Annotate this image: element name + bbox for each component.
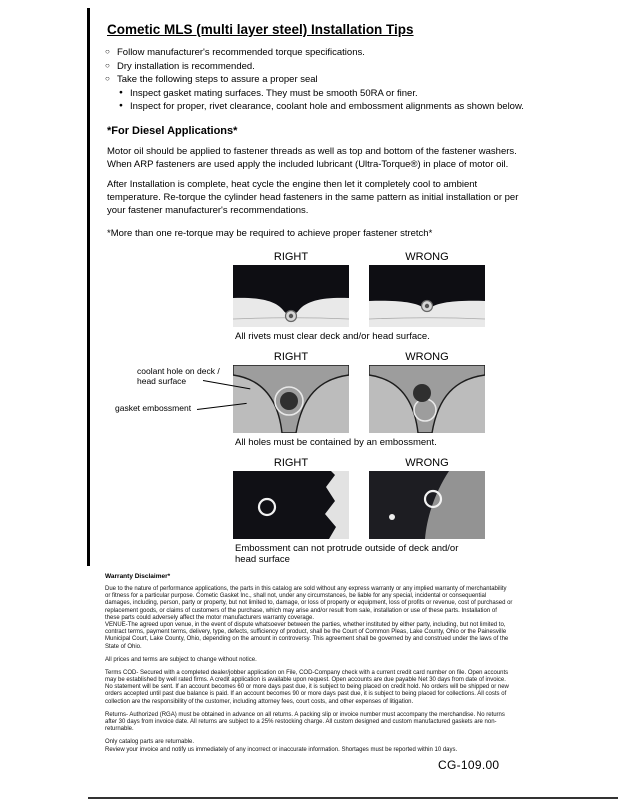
- disclaimer-paragraph: Terms COD- Secured with a completed dealer/jobber application on File, COD-Company check with a current credit card number on file. Open accounts may be established by well rated firms. A credit application is available upon request. Open accounts are due payable Net 30 days from date of invoice. No statement will be sent. If an account becomes 60 or more days past due, it is subject to being placed on credit hold. No orders will be shipped or new orders accepted until past due balance is paid. If an account becomes 90 or more days past due, it is subject to being placed for collections. All costs of collection are the responsibility of the customer, including attorney fees, court costs, and other expenses of litigation.: [105, 669, 509, 705]
- annotation-gasket-embossment: gasket embossment: [115, 402, 192, 413]
- diagram-images: [233, 365, 525, 433]
- disclaimer-paragraph: Only catalog parts are returnable.: [105, 739, 195, 746]
- diagram-row-rivets: [105, 251, 525, 342]
- disclaimer-paragraph: Returns- Authorized (RGA) must be obtained in advance on all returns. A packing slip or invoice number must accompany the merchandise. No returns after 30 days from invoice date. All returns are subject to a 25% restocking charge. All custom designed and custom manufactured gaskets are non-returnable.: [105, 711, 505, 733]
- right-label: RIGHT: [273, 350, 309, 363]
- right-wrong-labels: [233, 251, 525, 263]
- rivet-clearance-wrong-diagram: [369, 265, 485, 327]
- warranty-disclaimer-heading: Warranty Disclaimer*: [105, 573, 171, 580]
- embossment-wrong-diagram: [369, 471, 485, 539]
- diagram-row-embossment: [105, 457, 525, 567]
- wrong-label: WRONG: [405, 350, 449, 363]
- tip-item: ○ Follow manufacturer's recommended torque specifications.: [105, 47, 525, 58]
- right-wrong-labels: [233, 351, 525, 363]
- page-title: Cometic MLS (multi layer steel) Installation Tips: [107, 22, 414, 37]
- subtip-item: ● Inspect for proper, rivet clearance, coolant hole and embossment alignments as shown below.: [119, 101, 525, 112]
- diagram-images: [233, 265, 525, 327]
- disclaimer-paragraph: VENUE-The agreed upon venue, in the event of dispute whatsoever between the parties, whether instituted by either party, including, but not limited to, contract terms, payment terms, delivery, type, defects, sufficiency of product, shall be the Court of Common Pleas, Lake County, Ohio or the Painesville Municipal Court, Lake County, Ohio, depending on the amount in controversy. This agreement shall be governed by and construed under the laws of the State of Ohio.: [105, 621, 509, 650]
- disclaimer-paragraph: Due to the nature of performance applications, the parts in this catalog are sold without any express warranty or any implied warranty of merchantability or fitness for a particular purpose. Cometic Gasket Inc., shall not, under any circumstances, be liable for any special, incidental or consequential damages, including, person, party or property, but not limited to, damage, or loss of property or equipment, loss of profits or revenue, cost of purchased or replacement goods, or claims of customers of the purchase, which may arise and/or result from sale, installation or use of these parts. Installation of these parts could adversely affect the motor manufacturers warranty coverage.: [105, 586, 513, 621]
- diesel-paragraph-1: Motor oil should be applied to fastener threads as well as top and bottom of the fastener washers. When ARP fasteners are used apply the included lubricant (Ultra-Torque®) in place of motor oil.: [107, 146, 517, 171]
- embossment-right-diagram: [233, 471, 349, 539]
- installation-subtips-list: [119, 88, 525, 113]
- hole-embossment-right-diagram: [233, 365, 349, 433]
- wrong-label: WRONG: [405, 250, 449, 263]
- retorque-note: *More than one re-torque may be required to achieve proper fastener stretch*: [107, 227, 433, 239]
- tip-item: ○ Dry installation is recommended.: [105, 61, 525, 72]
- right-label: RIGHT: [273, 250, 309, 263]
- subtip-item: ● Inspect gasket mating surfaces. They must be smooth 50RA or finer.: [119, 88, 525, 99]
- rivet-clearance-right-diagram: [233, 265, 349, 327]
- right-label: RIGHT: [273, 456, 309, 469]
- disclaimer-paragraph: All prices and terms are subject to change without notice.: [105, 656, 257, 663]
- diagram-caption: All rivets must clear deck and/or head surface.: [235, 330, 430, 342]
- main-content: [105, 22, 525, 575]
- tip-item: ○ Take the following steps to assure a proper seal: [105, 74, 525, 85]
- installation-tips-list: [105, 47, 525, 85]
- right-wrong-labels: [233, 457, 525, 469]
- diagram-row-holes: [105, 351, 525, 448]
- diagram-caption: Embossment can not protrude outside of deck and/or head surface: [235, 542, 459, 566]
- diagram-images: [233, 471, 525, 539]
- warranty-disclaimer: [105, 573, 513, 760]
- bottom-edge-rule: [88, 797, 618, 799]
- annotation-coolant-hole: coolant hole on deck / head surface: [137, 365, 220, 386]
- wrong-label: WRONG: [405, 456, 449, 469]
- disclaimer-paragraph: Review your invoice and notify us immediately of any incorrect or inaccurate information. Shortages must be reported within 10 days.: [105, 746, 458, 753]
- diagram-caption: All holes must be contained by an embossment.: [235, 436, 437, 448]
- left-edge-rule: [87, 8, 90, 566]
- page-code: CG-109.00: [438, 758, 500, 772]
- diesel-applications-heading: *For Diesel Applications*: [107, 125, 238, 137]
- hole-embossment-wrong-diagram: [369, 365, 485, 433]
- diesel-paragraph-2: After Installation is complete, heat cycle the engine then let it completely cool to ambient temperature. Re-torque the cylinder head fasteners in the same pattern as initial installation or per your fastener manufacturer's recommendations.: [107, 179, 519, 217]
